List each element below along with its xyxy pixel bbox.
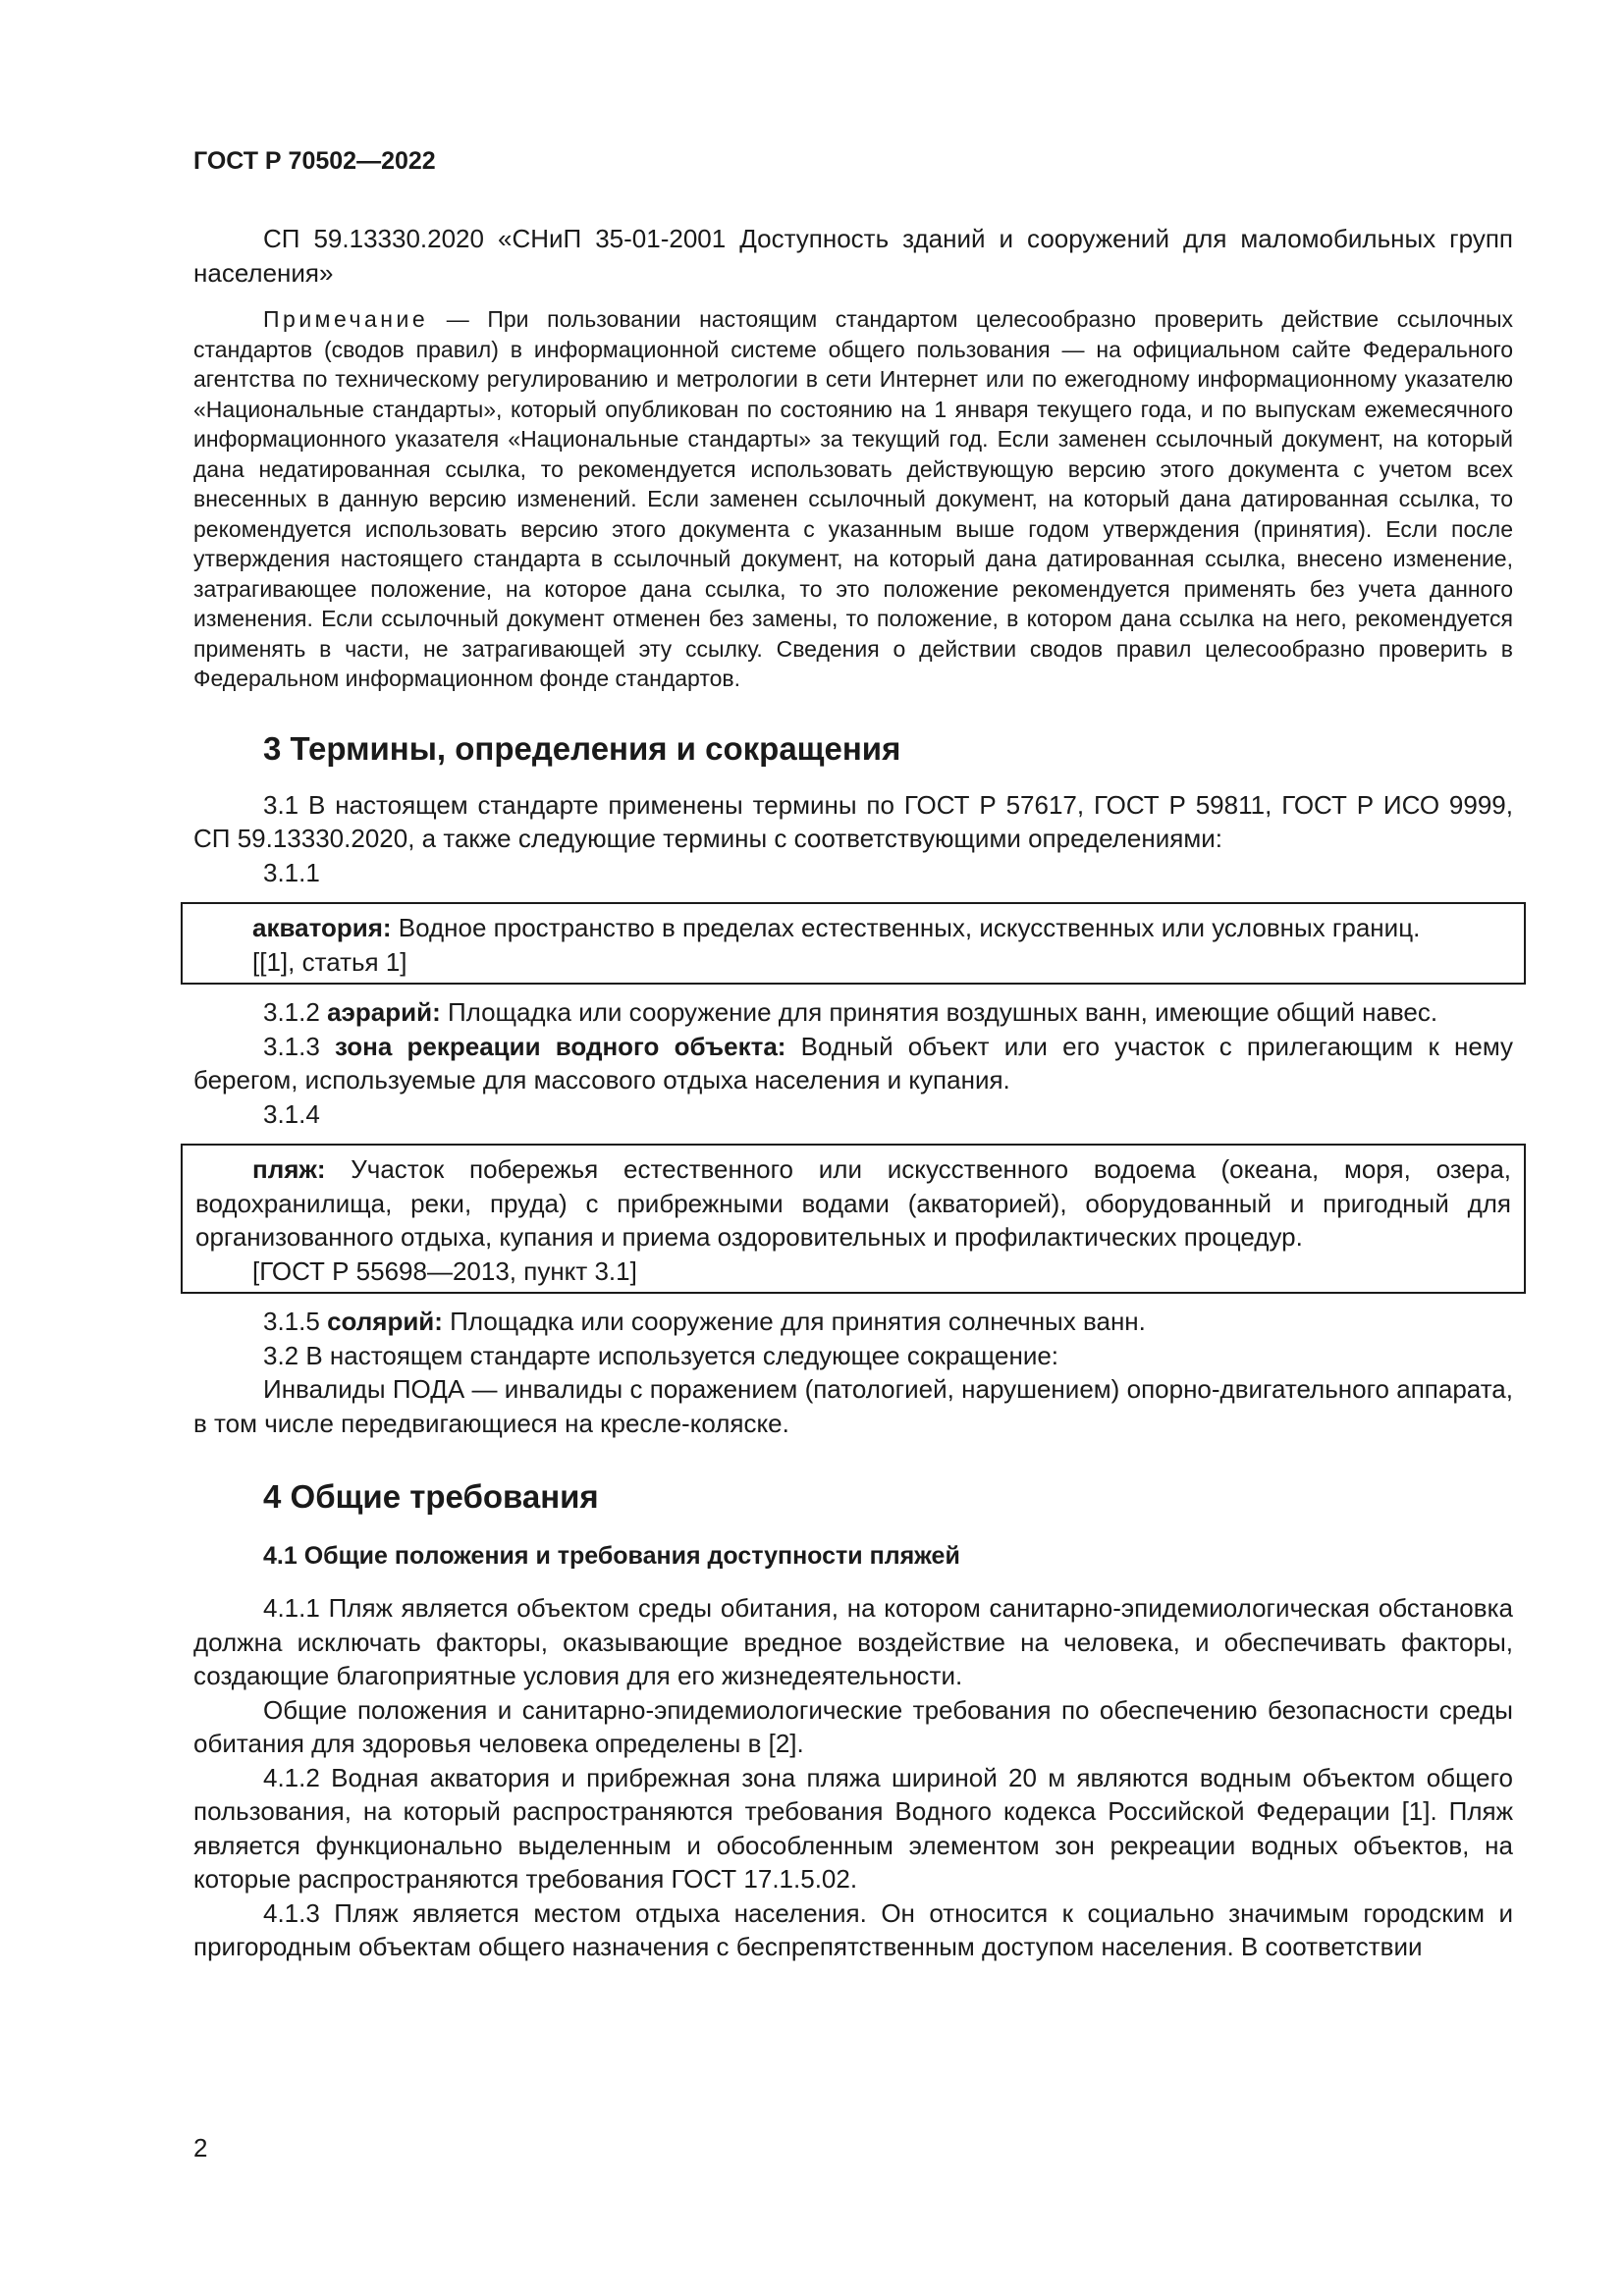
term-akvatoriya-source: [[1], статья 1] — [252, 946, 407, 977]
term-plyazh-definition: Участок побережья естественного или искусственного водоема (океана, моря, озера, водохранилища, реки, пруда) с прибрежными водами (акваторией), оборудованный и пригодный для организованного отдыха, купания и приема оздоровительных и профилактических процедур. — [195, 1154, 1511, 1252]
clause-3-2: 3.2 В настоящем стандарте используется следующее сокращение: — [263, 1340, 1059, 1370]
clause-3-1-2 — [193, 995, 1513, 1030]
running-header: ГОСТ Р 70502—2022 — [193, 147, 436, 175]
term-akvatoriya-definition: Водное пространство в пределах естественных, искусственных или условных границ. — [391, 913, 1421, 942]
note-paragraph — [193, 304, 1513, 694]
clause-3-1-5-number: 3.1.5 — [263, 1307, 328, 1336]
term-box-plyazh — [181, 1144, 1526, 1294]
term-plyazh — [195, 1152, 1511, 1255]
term-zona-rekreatsii-name: зона рекреации водного объекта: — [335, 1031, 786, 1061]
term-aerariy-name: аэрарий: — [327, 997, 441, 1027]
note-text: — При пользовании настоящим стандартом целесообразно проверить действие ссылочных стандартов (сводов правил) в информационной системе общего пользования — на официальном сайте Федерального агентства по техническому регулированию и метрологии в сети Интернет или по ежегодному информационному указателю «Национальные стандарты», который опубликован по состоянию на 1 января текущего года, и по выпускам ежемесячного информационного указателя «Национальные стандарты» за текущий год. Если заменен ссылочный документ, на который дана недатированная ссылка, то рекомендуется использовать действующую версию этого документа с учетом всех внесенных в данную версию изменений. Если заменен ссылочный документ, на который дана датированная ссылка, то рекомендуется использовать версию этого документа с указанным выше годом утверждения (принятия). Если после утверждения настоящего стандарта в ссылочный документ, на который дана датированная ссылка, внесено изменение, затрагивающее положение, на которое дана ссылка, то это положение рекомендуется применять без учета данного изменения. Если ссылочный документ отменен без замены, то положение, в котором дана ссылка на него, рекомендуется применять в части, не затрагивающей эту ссылку. Сведения о действии сводов правил целесообразно проверить в Федеральном информационном фонде стандартов. — [193, 306, 1513, 691]
clause-4-1-3: 4.1.3 Пляж является местом отдыха населения. Он относится к социально значимым городским и пригородным объектам общего назначения с беспрепятственным доступом населения. В соответствии — [193, 1897, 1513, 1961]
term-plyazh-name: пляж: — [252, 1154, 326, 1184]
clause-3-1-2-number: 3.1.2 — [263, 997, 328, 1027]
clause-4-1-2: 4.1.2 Водная акватория и прибрежная зона пляжа шириной 20 м являются водным объектом общего пользования, на который распространяются требования Водного кодекса Российской Федерации [1]. Пляж является функционально выделенным и обособленным элементом зон рекреации водных объектов, на которые распространяются требования ГОСТ 17.1.5.02. — [193, 1762, 1513, 1894]
clause-3-1-5 — [193, 1305, 1513, 1339]
clause-3-1: 3.1 В настоящем стандарте применены термины по ГОСТ Р 57617, ГОСТ Р 59811, ГОСТ Р ИСО 9999, СП 59.13330.2020, а также следующие термины с соответствующими определениями: — [193, 789, 1513, 853]
clause-3-1-4-number: 3.1.4 — [263, 1098, 320, 1129]
clause-3-1-1-number: 3.1.1 — [263, 857, 320, 887]
abbreviation-poda: Инвалиды ПОДА — инвалиды с поражением (патологией, нарушением) опорно-двигательного аппарата, в том числе передвигающиеся на кресле-коляске. — [193, 1374, 1513, 1438]
clause-3-1-3 — [193, 1030, 1513, 1097]
term-zona-rekreatsii-definition: Водный объект или его участок с прилегающим к нему берегом, используемые для массового отдыха населения и купания. — [193, 1031, 1513, 1095]
term-akvatoriya — [195, 911, 1511, 945]
note-label: Примечание — [263, 306, 429, 332]
term-aerariy-definition: Площадка или сооружение для принятия воздушных ванн, имеющие общий навес. — [440, 997, 1438, 1027]
clause-4-1-1-continued: Общие положения и санитарно-эпидемиологические требования по обеспечению безопасности среды обитания для здоровья человека определены в [2]. — [193, 1694, 1513, 1758]
page-number: 2 — [193, 2133, 208, 2163]
subsection-4-1-heading: 4.1 Общие положения и требования доступности пляжей — [263, 1542, 960, 1570]
clause-3-1-3-number: 3.1.3 — [263, 1031, 335, 1061]
term-solyariy-name: солярий: — [327, 1307, 443, 1336]
page-body — [193, 222, 1513, 1964]
term-akvatoriya-name: акватория: — [252, 913, 392, 942]
sp-reference: СП 59.13330.2020 «СНиП 35-01-2001 Доступность зданий и сооружений для маломобильных групп населения» — [193, 224, 1513, 288]
term-box-akvatoriya — [181, 902, 1526, 985]
term-solyariy-definition: Площадка или сооружение для принятия солнечных ванн. — [442, 1307, 1146, 1336]
term-plyazh-source: [ГОСТ Р 55698—2013, пункт 3.1] — [252, 1255, 637, 1286]
section-4-heading: 4 Общие требования — [263, 1478, 599, 1515]
clause-4-1-1: 4.1.1 Пляж является объектом среды обитания, на котором санитарно-эпидемиологическая обстановка должна исключать факторы, оказывающие вредное воздействие на человека, и обеспечивать факторы, создающие благоприятные условия для его жизнедеятельности. — [193, 1593, 1513, 1690]
section-3-heading: 3 Термины, определения и сокращения — [263, 729, 901, 767]
